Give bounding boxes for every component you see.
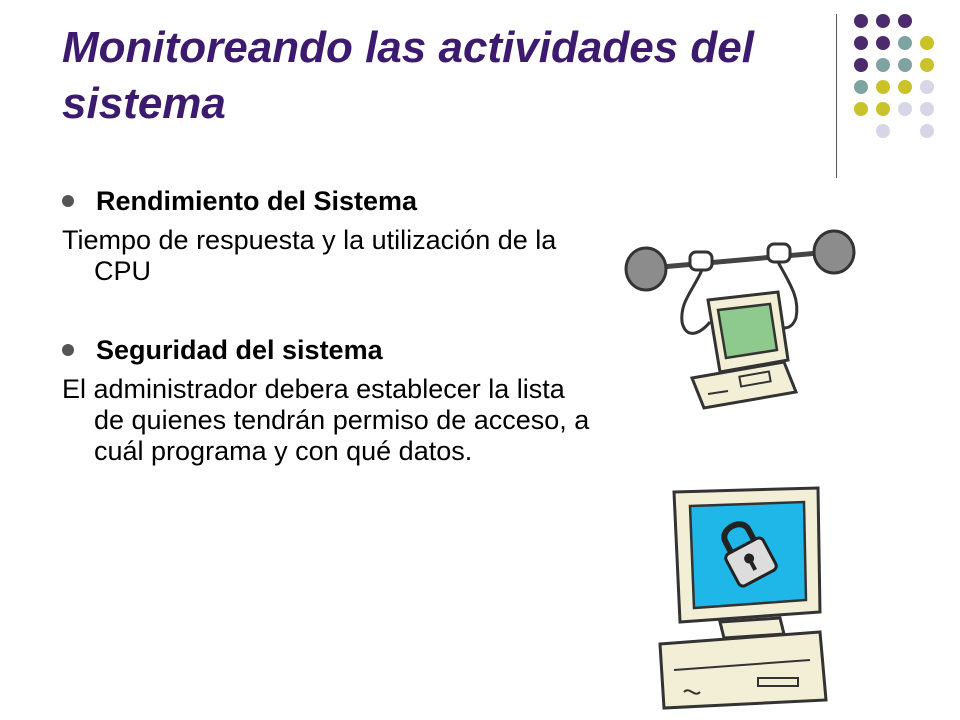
decorative-dot	[898, 80, 912, 94]
body-paragraph: Tiempo de respuesta y la utilización de la CPU	[62, 225, 557, 286]
decorative-dot	[920, 102, 934, 116]
decorative-dot	[898, 102, 912, 116]
bullet-heading: Rendimiento del Sistema	[96, 186, 418, 216]
body-paragraph: El administrador debera establecer la lista de quienes tendrán permiso de acceso, a cuál programa y con qué datos.	[62, 374, 590, 466]
decorative-dot	[876, 80, 890, 94]
bullet-item-performance	[62, 186, 602, 217]
decorative-dot-grid	[846, 14, 956, 164]
decorative-dot	[854, 36, 868, 50]
decorative-dot	[876, 124, 890, 138]
decorative-dot	[854, 58, 868, 72]
decorative-dot	[876, 102, 890, 116]
decorative-dot	[920, 58, 934, 72]
decorative-dot	[876, 58, 890, 72]
slide-body	[62, 186, 602, 467]
decorative-dot	[920, 80, 934, 94]
decorative-dot	[898, 36, 912, 50]
strong-computer-lifting-barbell-icon	[620, 222, 860, 412]
decorative-dot	[920, 124, 934, 138]
decorative-dot	[876, 36, 890, 50]
decorative-dot	[854, 14, 868, 28]
decorative-dot	[854, 80, 868, 94]
bullet-dot-icon	[62, 344, 74, 356]
decorative-dot	[876, 14, 890, 28]
bullet-item-security	[62, 335, 602, 366]
decorative-dot	[920, 36, 934, 50]
decorative-dot	[854, 102, 868, 116]
title-divider	[836, 14, 837, 178]
bullet-dot-icon	[62, 195, 74, 207]
decorative-dot	[898, 58, 912, 72]
decorative-dot	[898, 14, 912, 28]
bullet-heading: Seguridad del sistema	[96, 335, 383, 365]
slide-title: Monitoreando las actividades del sistema	[62, 23, 754, 128]
computer-with-padlock-icon	[650, 482, 830, 712]
